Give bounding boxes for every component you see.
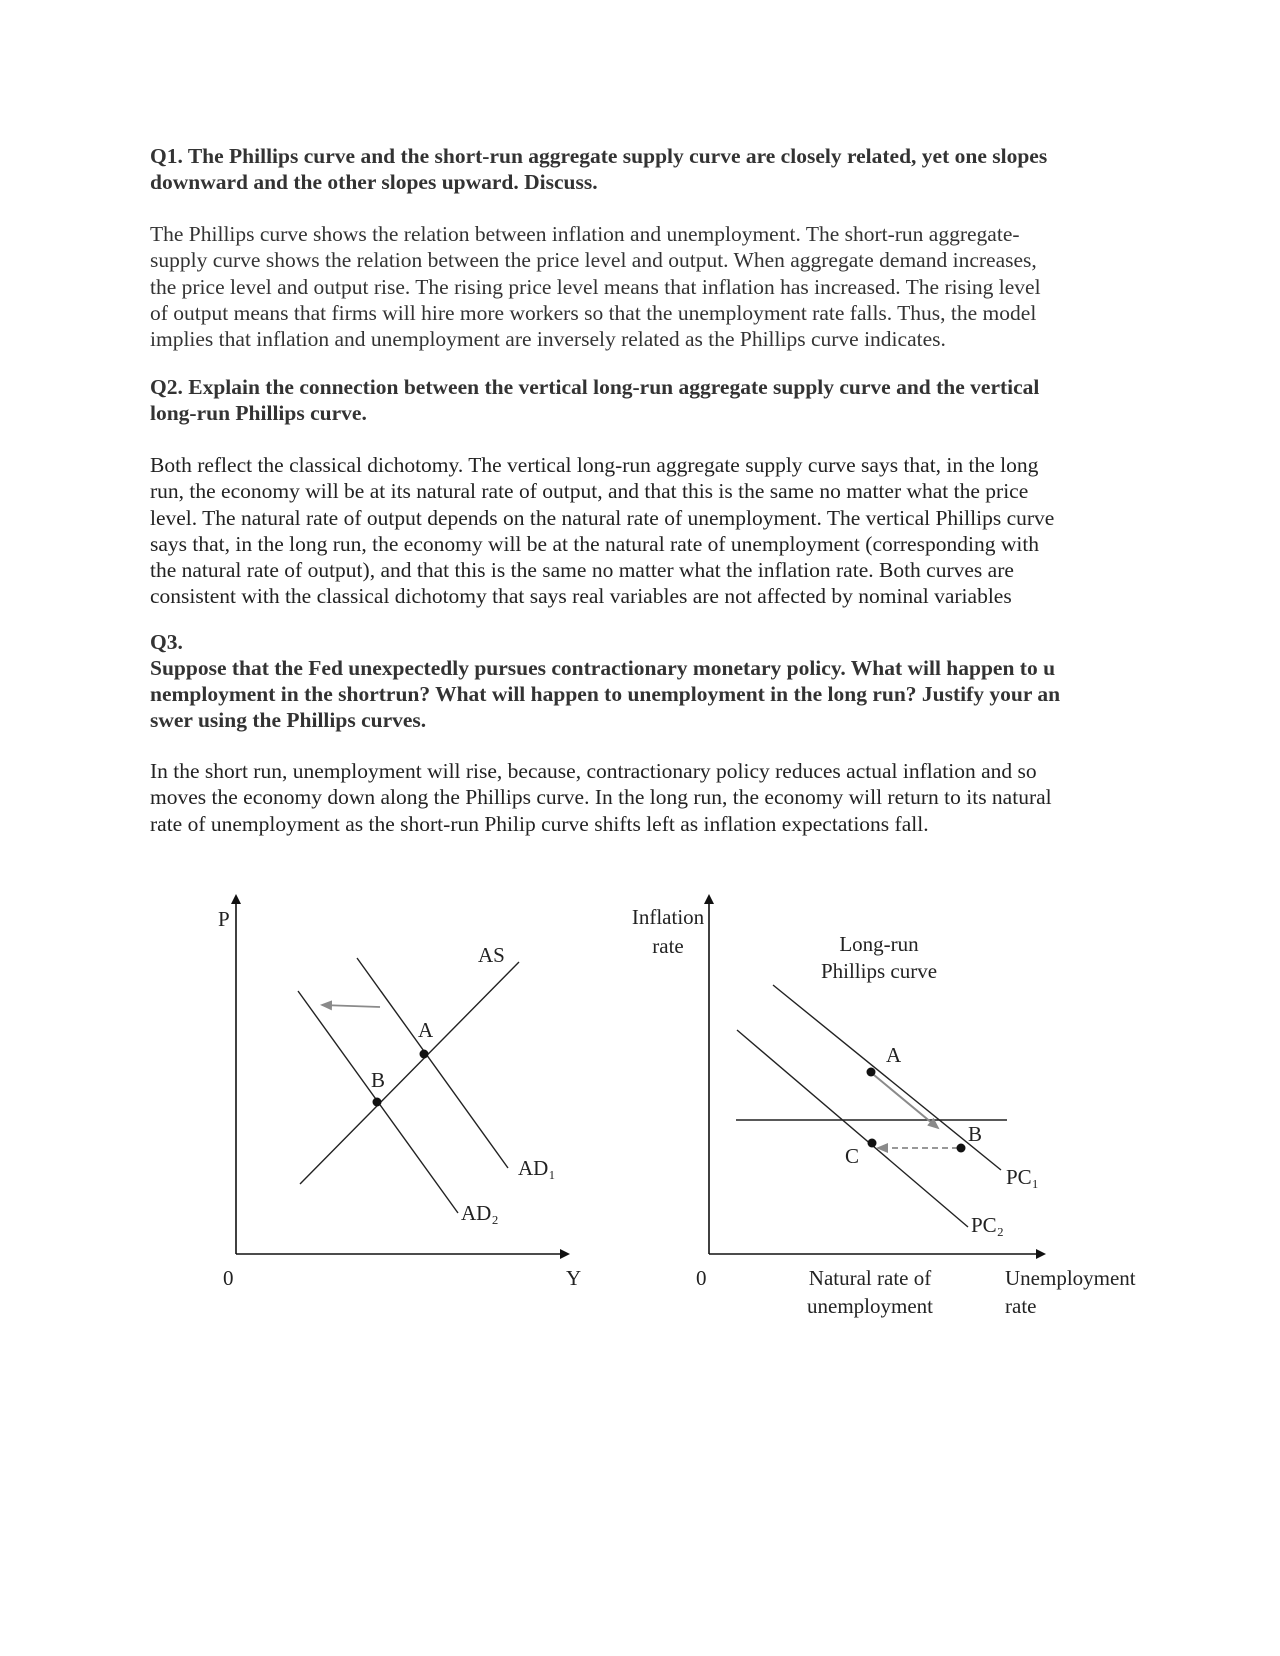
answer-3-line: moves the economy down along the Phillips curve. In the long run, the economy will return to its natural <box>150 785 1052 810</box>
ad1-curve <box>357 958 508 1168</box>
answer-1-line: of output means that firms will hire more workers so that the unemployment rate falls. Thus, the model <box>150 300 1037 325</box>
answer-2-line: says that, in the long run, the economy will be at the natural rate of unemployment (corresponding with <box>150 531 1040 556</box>
answer-1-line: The Phillips curve shows the relation between inflation and unemployment. The short-run aggregate- <box>150 222 1020 246</box>
answer-2-line: Both reflect the classical dichotomy. The vertical long-run aggregate supply curve says that, in the long <box>150 453 1039 477</box>
phillips-x-axis-label-2: rate <box>1005 1294 1037 1318</box>
question-2-line: Q2. Explain the connection between the vertical long-run aggregate supply curve and the vertical <box>150 375 1040 399</box>
ad-as-y-axis-label: P <box>218 907 230 931</box>
question-3-line: Q3. <box>150 630 183 654</box>
point-c-marker <box>868 1139 877 1148</box>
lrpc-label-2: Phillips curve <box>820 959 938 983</box>
as-curve <box>300 962 519 1184</box>
phillips-y-axis-label-1: Inflation <box>631 905 705 929</box>
point-b-marker <box>373 1098 382 1107</box>
phillips-diagram <box>632 896 1136 1318</box>
lrpc-label-1: Long-run <box>839 932 919 956</box>
pc2-label: PC₂ <box>971 1213 1005 1237</box>
pc2-curve <box>737 1030 968 1227</box>
ad-as-diagram <box>218 896 581 1290</box>
as-label: AS <box>478 943 505 967</box>
ad-as-origin-label: 0 <box>223 1266 234 1290</box>
question-1-line: Q1. The Phillips curve and the short-run aggregate supply curve are closely related, yet one slopes <box>150 144 1048 168</box>
answer-1-line: supply curve shows the relation between the price level and output. When aggregate demand increases, <box>150 248 1037 273</box>
point-a-label: A <box>418 1018 434 1042</box>
ad-as-x-axis-label: Y <box>566 1266 582 1290</box>
point-c-label: C <box>845 1144 860 1168</box>
ad2-label: AD₂ <box>461 1201 499 1225</box>
natural-rate-label-1: Natural rate of <box>808 1266 932 1290</box>
question-3-line: Suppose that the Fed unexpectedly pursues contractionary monetary policy. What will happen to u <box>150 656 1056 680</box>
question-3-line: swer using the Phillips curves. <box>150 708 427 732</box>
question-1-line: downward and the other slopes upward. Discuss. <box>150 170 598 194</box>
answer-2-line: the natural rate of output), and that this is the same no matter what the inflation rate. Both curves are <box>150 558 1014 583</box>
answer-1-line: the price level and output rise. The rising price level means that inflation has increased. The rising level <box>150 274 1041 299</box>
answer-2-line: run, the economy will be at its natural rate of output, and that this is the same no matter what the price <box>150 479 1029 504</box>
point-b-label: B <box>968 1122 983 1146</box>
answer-2-line: consistent with the classical dichotomy that says real variables are not affected by nominal variables <box>150 584 1012 609</box>
point-a-marker <box>867 1068 876 1077</box>
phillips-x-axis-label-1: Unemployment <box>1005 1266 1136 1290</box>
point-a-marker <box>420 1050 429 1059</box>
answer-1-line: implies that inflation and unemployment are inversely related as the Phillips curve indicates. <box>150 327 946 352</box>
phillips-origin-label: 0 <box>696 1266 707 1290</box>
pc1-label: PC₁ <box>1006 1165 1040 1189</box>
answer-3-line: rate of unemployment as the short-run Philip curve shifts left as inflation expectations fall. <box>150 811 929 836</box>
point-b-marker <box>957 1144 966 1153</box>
answer-3-line: In the short run, unemployment will rise, because, contractionary policy reduces actual inflation and so <box>150 759 1037 783</box>
point-b-label: B <box>371 1068 386 1092</box>
left-arrow-icon <box>322 1005 380 1007</box>
answer-2-line: level. The natural rate of output depends on the natural rate of unemployment. The vertical Phillips curve <box>150 505 1055 530</box>
point-a-label: A <box>886 1043 902 1067</box>
ad1-label: AD₁ <box>518 1156 556 1180</box>
question-3-line: nemployment in the shortrun? What will happen to unemployment in the long run? Justify your an <box>150 682 1061 706</box>
pc1-curve <box>773 985 1001 1170</box>
question-2-line: long-run Phillips curve. <box>150 401 367 425</box>
natural-rate-label-2: unemployment <box>807 1294 933 1318</box>
phillips-y-axis-label-2: rate <box>652 934 684 958</box>
